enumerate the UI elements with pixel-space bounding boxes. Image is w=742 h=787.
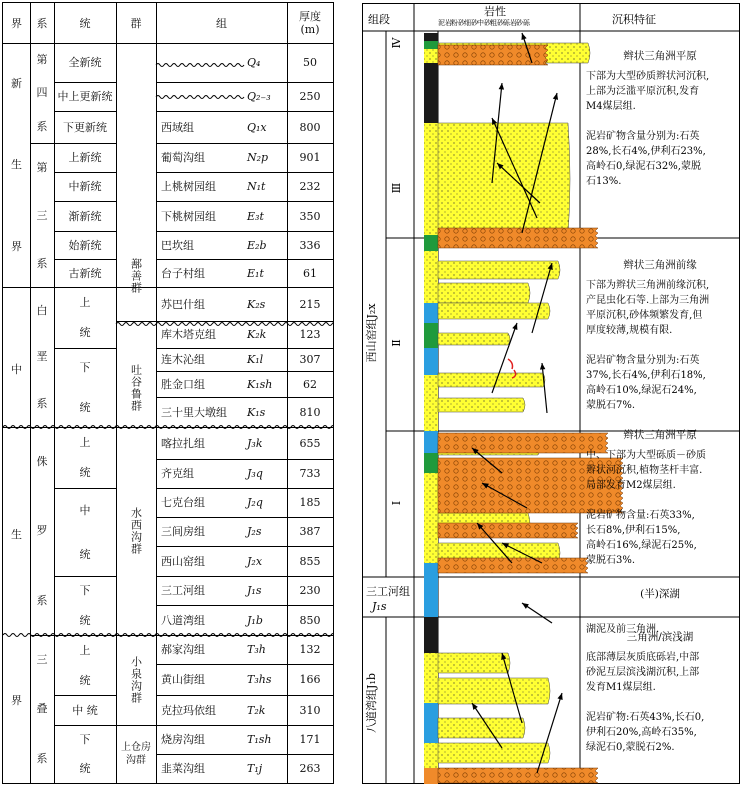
lith-block — [424, 653, 438, 703]
system-char: 叠 — [36, 702, 48, 716]
formation-code: T₂k — [247, 703, 266, 717]
formation-code: J₁s — [247, 584, 262, 597]
series-label: 下 — [79, 584, 91, 598]
formation-thickness: 166 — [299, 673, 321, 686]
system-char: 系 — [36, 397, 48, 411]
wavy-unconformity — [156, 96, 244, 99]
lith-block — [424, 251, 438, 273]
formation-thickness: 123 — [299, 328, 321, 341]
facies-line: 底部薄层灰质底砾岩,中部 — [586, 652, 700, 663]
lith-block — [424, 323, 438, 348]
formation-code: J₂x — [247, 554, 263, 568]
system-char: 四 — [36, 86, 48, 100]
system-char: 白 — [36, 303, 48, 317]
lith-block — [424, 453, 438, 473]
member-label: Ⅰ — [390, 500, 403, 506]
formation-code: E₂b — [247, 238, 267, 252]
gravel-body — [438, 228, 598, 248]
formation-code: K₁l — [247, 353, 264, 366]
facies-line: 泥岩矿物含量分别为:石英 — [586, 131, 700, 142]
header-tezheng: 沉积特征 — [612, 13, 656, 26]
formation-sangonghe: 三工河组 — [366, 585, 410, 598]
sand-body — [438, 123, 570, 235]
formation-name: 三十里大墩组 — [161, 405, 227, 419]
gravel-body — [438, 768, 598, 783]
series-label: 中 — [79, 503, 91, 517]
formation-code: N₁t — [247, 180, 266, 193]
facies-line: 长石8%,伊利石15%, — [586, 525, 681, 536]
facies-title: 辫状三角洲平原 — [623, 429, 697, 441]
facies-line: 砂泥互层滨浅湖沉积,上部 — [586, 667, 700, 678]
system-char: 系 — [36, 119, 48, 133]
sand-body — [438, 653, 510, 673]
formation-xishanyao: 西山窑组J₂x — [365, 303, 378, 363]
system-char: 系 — [36, 593, 48, 607]
lith-col-label: 粗砂 — [490, 19, 504, 27]
formation-name: 七克台组 — [161, 496, 205, 509]
series-label: 下 — [79, 733, 91, 746]
stratigraphic-table — [2, 2, 334, 784]
sand-body — [438, 261, 560, 279]
series-label: 统 — [79, 673, 91, 687]
series-cell: 中 统 — [72, 703, 98, 717]
series-cell: 始新统 — [68, 238, 102, 252]
group-shuixigou: 水西沟群 — [129, 507, 143, 555]
series-cell: 古新统 — [68, 266, 102, 280]
facies-line: 37%,长石4%,伊利石18%, — [586, 370, 706, 381]
system-char: 垩 — [36, 350, 48, 364]
trend-arrow — [542, 363, 547, 413]
formation-code: Q₄ — [247, 56, 261, 69]
header-qun: 群 — [130, 16, 142, 30]
formation-thickness: 350 — [299, 209, 321, 223]
lith-block — [424, 303, 438, 323]
formation-code: K₂k — [247, 328, 267, 341]
lith-block — [424, 63, 438, 71]
facies-line: 局部发育M2煤层组. — [586, 480, 676, 491]
lith-col-label: 砾岩 — [503, 19, 517, 27]
lith-block — [424, 403, 438, 431]
formation-name: 西域组 — [161, 120, 194, 134]
series-cell: 中新统 — [68, 180, 102, 193]
lith-block — [424, 273, 438, 303]
lith-col-label: 粉砂 — [451, 19, 465, 27]
series-label: 统 — [79, 613, 91, 627]
formation-name: 下桃树园组 — [161, 209, 216, 223]
formation-name: 喀拉扎组 — [161, 436, 205, 450]
formation-code: E₁t — [247, 266, 264, 280]
sand-body — [438, 333, 510, 345]
member-label: Ⅲ — [390, 182, 403, 194]
formation-code: T₃h — [247, 643, 266, 656]
header-jie: 界 — [11, 16, 22, 30]
formation-thickness: 733 — [299, 467, 321, 480]
facies-title: (半)深湖 — [640, 588, 680, 600]
series-label: 上 — [79, 295, 91, 309]
system-char: 第 — [36, 53, 48, 67]
formation-name: 上桃树园组 — [161, 180, 216, 193]
system-char: 侏 — [36, 455, 48, 469]
facies-line: M4煤层组. — [586, 101, 636, 112]
lith-block — [424, 203, 438, 235]
system-char: 系 — [36, 256, 48, 270]
gravel-body — [438, 523, 578, 538]
formation-name: 郝家沟组 — [161, 643, 205, 656]
header-houdu-label: 厚度 — [299, 10, 321, 23]
formation-name: 连木沁组 — [161, 353, 205, 366]
series-label: 统 — [79, 547, 91, 561]
sand-body — [438, 718, 525, 738]
formation-code: K₁s — [247, 405, 266, 419]
header-zuduan: 组段 — [368, 13, 390, 26]
group-shanshan: 鄯善群 — [129, 258, 143, 294]
formation-code: Q₂₋₃ — [247, 90, 271, 103]
sand-body — [438, 303, 550, 319]
formation-name: 胜金口组 — [161, 377, 205, 391]
formation-thickness: 62 — [303, 377, 317, 391]
formation-thickness: 185 — [299, 496, 321, 509]
series-label: 统 — [79, 400, 91, 414]
header-tong: 统 — [79, 16, 91, 30]
facies-line: 中、下部为大型砾质－砂质 — [586, 450, 706, 461]
lith-block — [424, 235, 438, 251]
formation-code: J₃q — [247, 467, 263, 480]
formation-name: 黄山街组 — [161, 673, 205, 686]
era-char: 新 — [11, 77, 22, 91]
facies-line: 绿泥石0,蒙脱石2%. — [586, 742, 675, 753]
formation-name: 烧房沟组 — [161, 733, 205, 746]
facies-line: 蒙脱石7%. — [586, 400, 636, 411]
sand-body — [438, 678, 550, 704]
era-char: 界 — [11, 693, 22, 707]
formation-name: 库木塔克组 — [161, 328, 216, 341]
series-cell: 中上更新统 — [57, 90, 113, 103]
wavy-unconformity — [3, 426, 333, 429]
series-label: 统 — [79, 466, 91, 480]
facies-line: 泥岩矿物:石英43%,长石0, — [586, 712, 705, 723]
formation-name: 苏巴什组 — [161, 297, 205, 311]
arrowhead — [522, 603, 529, 609]
formation-code: T₁j — [247, 762, 263, 775]
formation-badaowan: 八道湾组J₁b — [365, 673, 378, 733]
formation-code: Q₁x — [247, 120, 267, 134]
formation-code: T₁sh — [247, 733, 272, 746]
facies-line: 上部为泛滥平原沉积,发育 — [586, 86, 700, 97]
lith-block — [424, 617, 438, 653]
sand-body — [438, 398, 525, 412]
formation-name: 西山窑组 — [161, 554, 205, 568]
facies-line: 泥岩矿物含量:石英33%, — [586, 510, 695, 521]
era-char: 生 — [11, 528, 22, 542]
arrowhead — [521, 33, 526, 40]
lith-col-label: 砂砾 — [516, 19, 530, 27]
formation-thickness: 232 — [299, 180, 321, 193]
formation-code: J₂q — [247, 496, 263, 509]
member-label: Ⅳ — [390, 37, 403, 49]
header-unit: (m) — [300, 23, 320, 36]
section-drawing — [362, 3, 740, 784]
system-char: 罗 — [36, 524, 48, 538]
formation-thickness: 61 — [303, 266, 317, 280]
formation-sangonghe-code: J₁s — [372, 600, 387, 613]
formation-thickness: 336 — [299, 238, 321, 252]
formation-code: N₂p — [247, 151, 269, 164]
system-char: 第 — [36, 160, 48, 174]
facies-line: 平原沉积,砂体频繁发育,但 — [586, 310, 703, 321]
lith-block — [424, 123, 438, 153]
formation-name: 三间房组 — [161, 525, 205, 538]
formation-thickness: 310 — [299, 703, 321, 717]
trend-arrow — [537, 693, 562, 773]
formation-thickness: 307 — [299, 353, 321, 366]
formation-thickness: 901 — [299, 151, 321, 164]
group-tuyulu: 吐谷鲁群 — [129, 363, 143, 412]
formation-thickness: 215 — [299, 297, 321, 311]
facies-line: 厚度较薄,规模有限. — [586, 325, 673, 336]
facies-title: 三角洲/滨浅湖 — [626, 631, 694, 643]
formation-code: J₃k — [247, 436, 263, 450]
formation-code: T₃hs — [247, 673, 272, 686]
formation-code: K₁sh — [247, 377, 273, 391]
formation-thickness: 132 — [299, 643, 321, 656]
facies-line: 产昆虫化石等.上部为三角洲 — [586, 295, 710, 306]
formation-name: 齐克组 — [161, 467, 194, 480]
sedimentary-section — [362, 3, 740, 784]
series-label: 统 — [79, 762, 91, 775]
lith-block — [424, 33, 438, 41]
formation-name: 葡萄沟组 — [161, 151, 205, 164]
header-yanxing: 岩性 — [484, 5, 506, 18]
sand-body — [438, 743, 550, 763]
series-label: 上 — [79, 643, 91, 657]
lith-block — [424, 563, 438, 577]
formation-thickness: 230 — [299, 584, 321, 597]
formation-thickness: 263 — [299, 762, 321, 775]
lith-col-label: 细砂 — [464, 19, 478, 27]
lith-block — [424, 523, 438, 563]
system-char: 系 — [36, 751, 48, 765]
arrowhead — [557, 693, 562, 700]
lith-block — [424, 768, 438, 784]
lith-col-label: 泥岩 — [438, 19, 452, 27]
unconformity-lines — [3, 3, 333, 783]
group-shangcangfanggou: 上仓房沟群 — [121, 742, 151, 766]
formation-thickness: 850 — [299, 613, 321, 627]
facies-line: 辫状河沉积,植物茎杆丰富. — [586, 465, 703, 476]
facies-line: 28%,长石4%,伊利石23%, — [586, 146, 706, 157]
series-cell: 上新统 — [68, 151, 102, 164]
lith-block — [424, 473, 438, 523]
header-zu: 组 — [216, 16, 227, 30]
facies-line: 石13%. — [586, 176, 622, 187]
series-cell: 渐新统 — [68, 209, 102, 223]
lith-block — [424, 348, 438, 375]
facies-line: 蒙脱石3%. — [586, 555, 636, 566]
lith-block — [424, 153, 438, 203]
series-cell: 下更新统 — [63, 120, 107, 134]
formation-code: J₂s — [247, 525, 262, 538]
formation-name: 巴坎组 — [161, 238, 194, 252]
formation-code: J₁b — [247, 613, 263, 627]
formation-name: 三工河组 — [161, 584, 205, 597]
formation-thickness: 387 — [299, 525, 321, 538]
gravel-body — [438, 433, 608, 453]
series-label: 下 — [79, 361, 91, 375]
formation-thickness: 171 — [299, 733, 321, 746]
facies-line: 泥岩矿物含量分别为:石英 — [586, 355, 700, 366]
facies-line: 下部为辫状三角洲前缘沉积, — [586, 280, 710, 291]
lith-block — [424, 41, 438, 49]
arrowhead — [512, 323, 517, 330]
formation-thickness: 810 — [299, 405, 321, 419]
era-char: 界 — [11, 239, 22, 253]
gravel-body — [438, 558, 588, 573]
series-cell: 全新统 — [68, 56, 102, 69]
formation-name: 八道湾组 — [161, 613, 205, 627]
lith-block — [424, 431, 438, 453]
formation-name: 台子村组 — [161, 266, 205, 280]
facies-line: 高岭石16%,绿泥石25%, — [586, 540, 697, 551]
member-label: Ⅱ — [390, 339, 403, 347]
system-char: 三 — [36, 208, 48, 222]
lith-block — [424, 743, 438, 768]
era-char: 中 — [11, 363, 22, 377]
formation-thickness: 855 — [299, 554, 321, 568]
facies-line: 下部为大型砂质辫状河沉积, — [586, 71, 710, 82]
lith-block — [424, 71, 438, 123]
system-char: 三 — [36, 653, 48, 667]
wavy-unconformity — [3, 634, 333, 637]
facies-title: 辫状三角洲前缘 — [623, 259, 697, 271]
facies-line: 高岭石10%,绿泥石24%, — [586, 385, 697, 396]
formation-thickness: 50 — [303, 56, 317, 69]
header-xi: 系 — [36, 16, 48, 30]
formation-thickness: 250 — [299, 90, 321, 103]
facies-title: 辫状三角洲平原 — [623, 50, 697, 62]
wavy-unconformity — [156, 64, 244, 67]
formation-code: E₃t — [247, 209, 264, 223]
facies-line: 发育M1煤层组. — [586, 682, 656, 693]
sand-body — [438, 373, 545, 387]
series-label: 上 — [79, 435, 91, 449]
series-label: 统 — [79, 326, 91, 340]
formation-name: 克拉玛依组 — [161, 703, 216, 717]
lith-block — [424, 577, 438, 617]
wavy-unconformity — [116, 323, 333, 326]
formation-code: K₂s — [247, 297, 266, 311]
facies-line: 湖泥及前三角洲. — [586, 624, 660, 635]
group-xiaoquangou: 小泉沟群 — [129, 656, 143, 704]
lith-block — [424, 375, 438, 403]
lith-block — [424, 703, 438, 743]
formation-thickness: 800 — [299, 120, 321, 134]
facies-line: 伊利石20%,高岭石35%, — [586, 727, 697, 738]
formation-name: 韭菜沟组 — [161, 762, 205, 775]
era-char: 生 — [11, 158, 22, 172]
sand-body — [438, 283, 530, 303]
lith-block — [424, 49, 438, 63]
lith-col-label: 中砂 — [477, 19, 491, 27]
facies-line: 高岭石0,绿泥石32%,蒙脱 — [586, 161, 701, 172]
formation-thickness: 655 — [299, 436, 321, 450]
